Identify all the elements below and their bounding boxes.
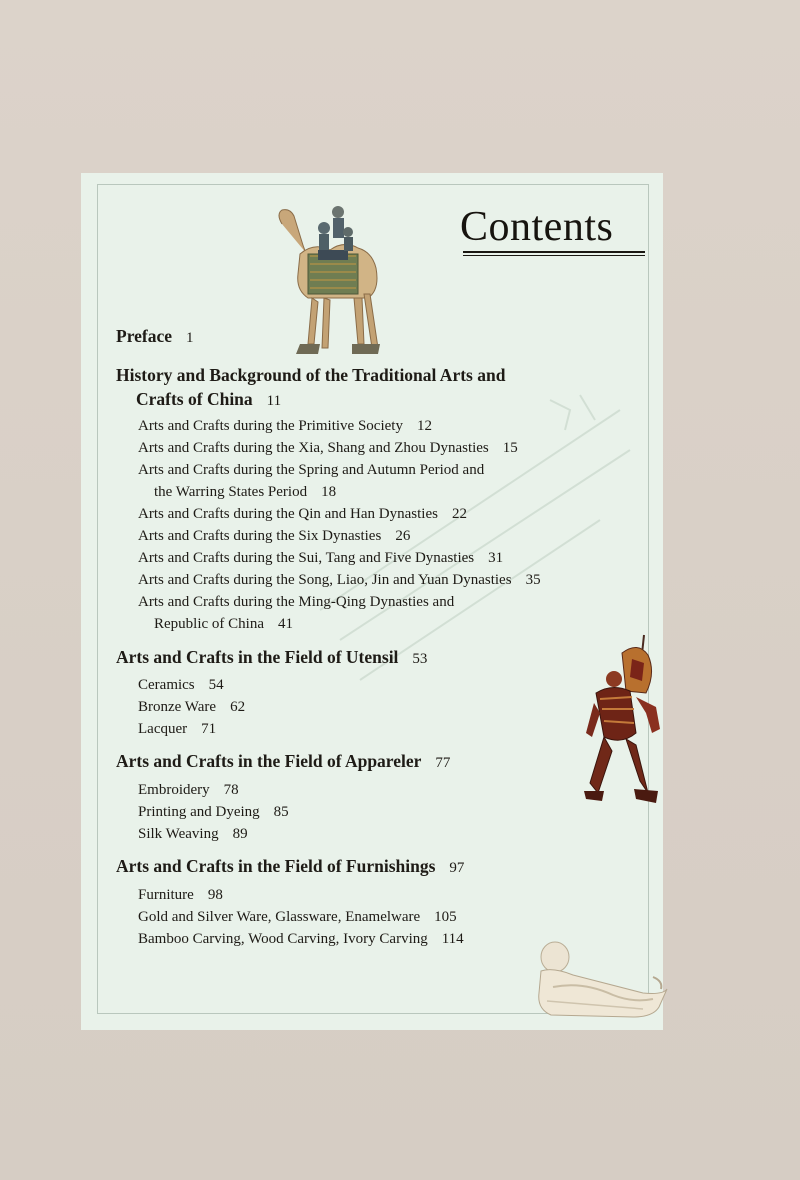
title-rule-thin: [463, 255, 645, 256]
reclining-figure-image: [533, 937, 671, 1023]
page-title: Contents: [460, 204, 614, 250]
toc-entry-gold-silver[interactable]: [138, 909, 457, 926]
toc-entry-title: Ceramics: [138, 677, 195, 693]
toc-entry-bamboo-carving[interactable]: [138, 931, 464, 948]
toc-entry-printing-dyeing[interactable]: [138, 804, 289, 821]
toc-entry-title: Furniture: [138, 887, 194, 903]
toc-entry-title: Lacquer: [138, 721, 188, 737]
camel-figurine-image: [272, 194, 387, 359]
toc-entry-title: Arts and Crafts during the Primitive Society: [138, 418, 403, 434]
toc-entry-title: Arts and Crafts during the Sui, Tang and Five Dynasties: [138, 550, 475, 566]
toc-page-number: 98: [207, 887, 223, 903]
toc-entry-title: Arts and Crafts during the Six Dynasties: [138, 528, 382, 544]
toc-page-number: 11: [266, 393, 282, 409]
toc-entry-song-liao[interactable]: [138, 572, 541, 589]
toc-entry-ming-qing[interactable]: [138, 594, 454, 611]
toc-page-number: 105: [434, 909, 457, 925]
toc-page-number: 15: [502, 440, 518, 456]
toc-entry-title: Gold and Silver Ware, Glassware, Enamelware: [138, 909, 421, 925]
toc-entry-title: Arts and Crafts during the Ming-Qing Dynasties and: [138, 594, 455, 610]
toc-page-number: 77: [435, 755, 451, 771]
toc-entry-six-dynasties[interactable]: [138, 528, 410, 545]
toc-page-number: 53: [412, 651, 428, 667]
toc-page-number: 22: [451, 506, 467, 522]
toc-entry-title: Crafts of China: [136, 389, 253, 409]
toc-page-number: 41: [277, 616, 293, 632]
toc-entry-title: Arts and Crafts in the Field of Furnishings: [116, 856, 436, 876]
toc-page-number: 114: [441, 931, 464, 947]
toc-entry-title: Preface: [116, 326, 173, 346]
toc-entry-title: Arts and Crafts in the Field of Appareler: [116, 751, 422, 771]
toc-entry-history[interactable]: [116, 365, 505, 386]
toc-entry-title: Bamboo Carving, Wood Carving, Ivory Carving: [138, 931, 428, 947]
toc-entry-utensil[interactable]: [116, 647, 427, 668]
toc-page-number: 62: [230, 699, 246, 715]
toc-page-number: 97: [449, 860, 465, 876]
toc-page-number: 89: [232, 826, 248, 842]
toc-entry-title: Silk Weaving: [138, 826, 219, 842]
toc-entry-ceramics[interactable]: [138, 677, 224, 694]
toc-page-number: 71: [201, 721, 217, 737]
toc-entry-title: Arts and Crafts in the Field of Utensil: [116, 647, 399, 667]
toc-entry-republic[interactable]: [154, 616, 293, 633]
toc-entry-warring-states[interactable]: [154, 484, 336, 501]
toc-entry-history-cont[interactable]: [136, 389, 281, 410]
toc-entry-furniture[interactable]: [138, 887, 223, 904]
toc-entry-title: Arts and Crafts during the Spring and Autumn Period and: [138, 462, 485, 478]
title-rule: [463, 251, 645, 253]
toc-entry-title: History and Background of the Traditional Arts and: [116, 365, 506, 385]
toc-entry-title: Bronze Ware: [138, 699, 217, 715]
toc-entry-bronze-ware[interactable]: [138, 699, 245, 716]
toc-entry-title: the Warring States Period: [154, 484, 308, 500]
toc-page-number: 54: [208, 677, 224, 693]
toc-page-number: 1: [186, 330, 194, 346]
toc-entry-primitive[interactable]: [138, 418, 432, 435]
toc-page-number: 26: [395, 528, 411, 544]
toc-entry-qin-han[interactable]: [138, 506, 467, 523]
toc-entry-sui-tang[interactable]: [138, 550, 503, 567]
toc-entry-spring-autumn[interactable]: [138, 462, 484, 479]
toc-page-number: 31: [488, 550, 504, 566]
shadow-puppet-image: [582, 633, 664, 805]
toc-entry-title: Republic of China: [154, 616, 264, 632]
toc-entry-furnishings[interactable]: [116, 856, 464, 877]
toc-entry-title: Arts and Crafts during the Song, Liao, Jin and Yuan Dynasties: [138, 572, 512, 588]
toc-page-number: 12: [416, 418, 432, 434]
toc-page-number: 85: [273, 804, 289, 820]
toc-page-number: 18: [321, 484, 337, 500]
toc-entry-title: Arts and Crafts during the Xia, Shang and Zhou Dynasties: [138, 440, 489, 456]
toc-entry-title: Arts and Crafts during the Qin and Han Dynasties: [138, 506, 438, 522]
toc-entry-lacquer[interactable]: [138, 721, 216, 738]
toc-page-number: 78: [223, 782, 239, 798]
toc-entry-appareler[interactable]: [116, 751, 450, 772]
toc-entry-title: Printing and Dyeing: [138, 804, 260, 820]
toc-entry-silk-weaving[interactable]: [138, 826, 248, 843]
toc-entry-title: Embroidery: [138, 782, 210, 798]
toc-entry-xia-shang-zhou[interactable]: [138, 440, 518, 457]
toc-page-number: 35: [525, 572, 541, 588]
toc-entry-preface[interactable]: [116, 326, 194, 347]
toc-entry-embroidery[interactable]: [138, 782, 239, 799]
